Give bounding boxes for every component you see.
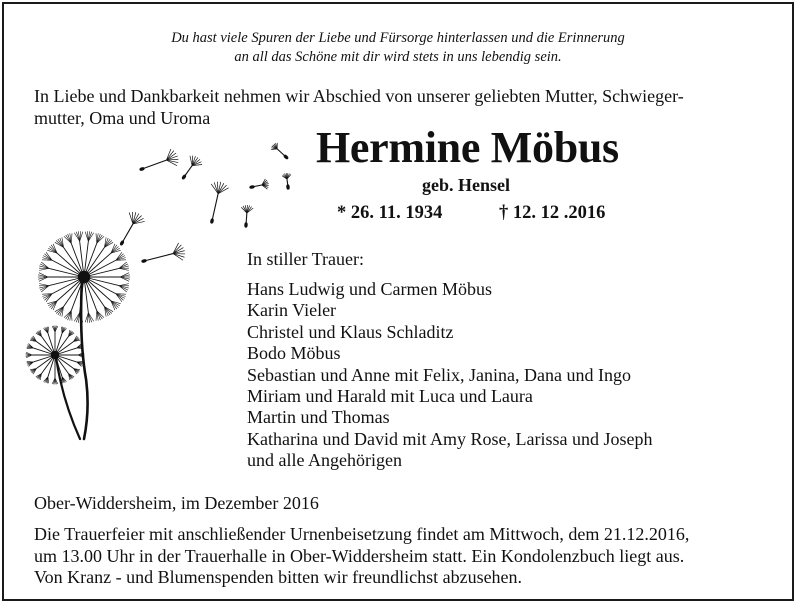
ceremony-line: Die Trauerfeier mit anschließender Urnenbeisetzung findet am Mittwoch, dem 21.12.2016, [34,524,690,544]
motto [4,29,792,67]
birth-date: * 26. 11. 1934 [337,203,443,223]
born-name: geb. Hensel [422,175,510,195]
intro-line: In Liebe und Dankbarkeit nehmen wir Abschied von unserer geliebten Mutter, Schwieger- [34,86,684,106]
ceremony-line: um 13.00 Uhr in der Trauerhalle in Ober-Widdersheim statt. Ein Kondolenzbuch liegt aus. [34,545,685,566]
deceased-name: Hermine Möbus [316,123,619,172]
ceremony-line: Von Kranz - und Blumenspenden bitten wir freundlichst abzusehen. [34,567,523,587]
mourner-list [247,279,652,472]
intro-line: mutter, Oma und Uroma [34,108,211,128]
mourner-line: Martin und Thomas [247,407,390,428]
mourner-line: und alle Angehörigen [247,450,402,471]
life-dates [337,202,606,224]
mourner-line: Sebastian und Anne mit Felix, Janina, Dana und Ingo [247,364,631,385]
mourner-line: Bodo Möbus [247,343,341,364]
place-date: Ober-Widdersheim, im Dezember 2016 [34,493,319,513]
mourner-line: Hans Ludwig und Carmen Möbus [247,279,492,299]
motto-line: an all das Schöne mit dir wird stets in uns lebendig sein. [234,49,562,65]
mourner-line: Christel und Klaus Schladitz [247,321,454,342]
mourner-line: Katharina und David mit Amy Rose, Larissa und Joseph [247,428,653,449]
ceremony-info [34,524,689,589]
obituary-notice [2,2,794,601]
mourning-heading: In stiller Trauer: [247,249,364,269]
mourner-line: Miriam und Harald mit Luca und Laura [247,386,533,407]
mourner-line: Karin Vieler [247,300,337,321]
death-date: † 12. 12 .2016 [499,203,606,223]
motto-line: Du hast viele Spuren der Liebe und Fürsorge hinterlassen und die Erinnerung [171,30,625,46]
